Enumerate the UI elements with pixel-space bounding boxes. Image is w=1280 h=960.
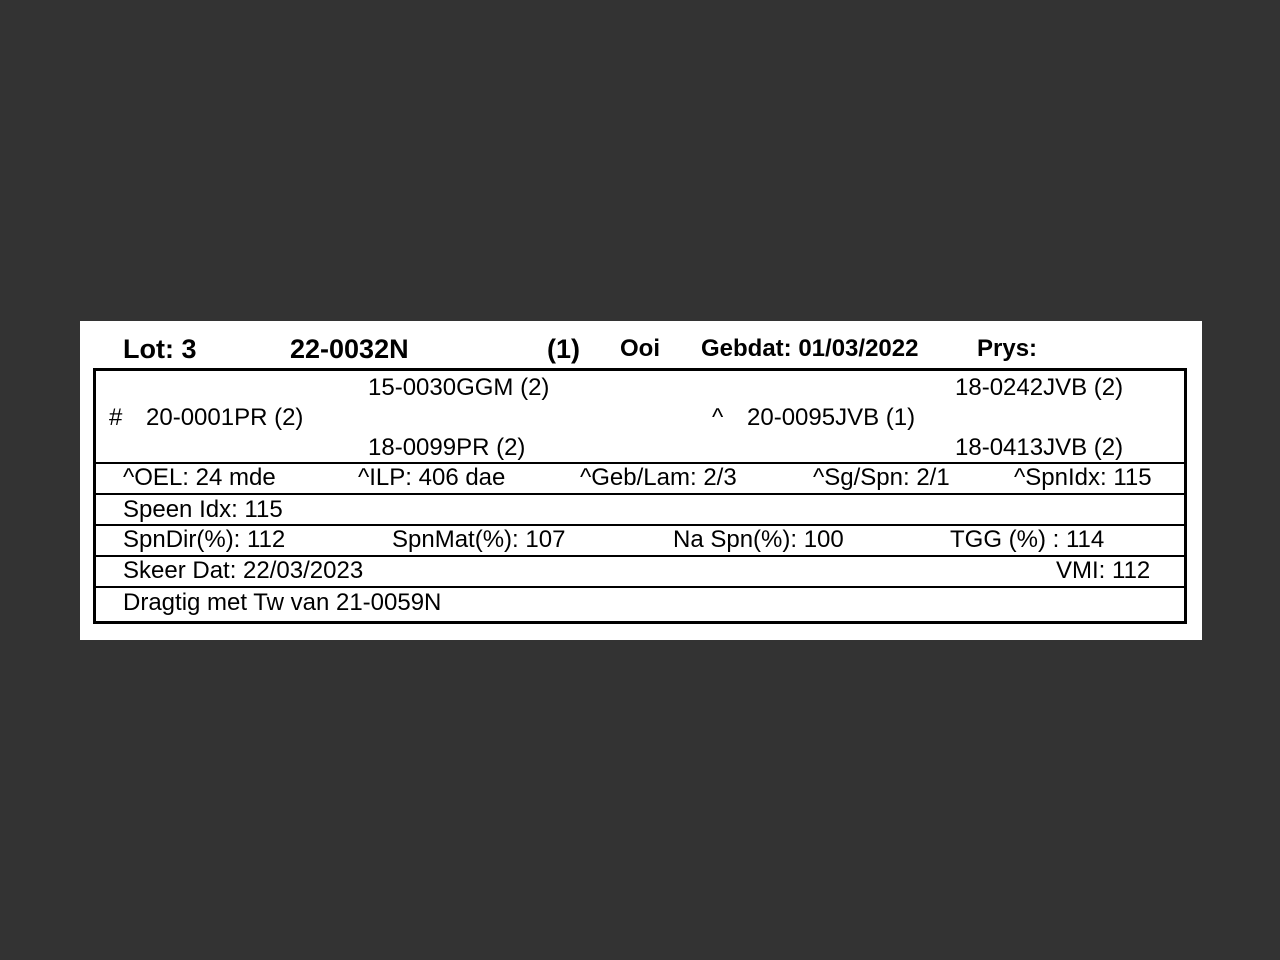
price-label: Prys: [977,335,1038,362]
na-spn-stat: Na Spn(%): 100 [673,526,844,553]
speen-idx-row [96,493,1184,524]
shear-row [96,555,1184,586]
sire-marker: # [109,404,123,431]
lot-card [80,321,1202,640]
sire-sire: 15-0030GGM (2) [368,374,550,401]
sire: 20-0001PR (2) [146,404,304,431]
speen-idx: Speen Idx: 115 [123,496,283,523]
pregnancy-note: Dragtig met Tw van 21-0059N [123,589,442,616]
dam-marker: ^ [712,404,724,431]
ilp-stat: ^ILP: 406 dae [358,464,506,491]
note-row [96,586,1184,621]
details-table [93,368,1187,624]
geb-lam-stat: ^Geb/Lam: 2/3 [580,464,737,491]
oel-stat: ^OEL: 24 mde [123,464,276,491]
spndir-stat: SpnDir(%): 112 [123,526,286,553]
stats-row [96,462,1184,493]
dam-sire: 18-0242JVB (2) [955,374,1124,401]
animal-count: (1) [547,334,580,364]
tgg-stat: TGG (%) : 114 [950,526,1105,553]
animal-sex: Ooi [620,335,660,362]
spnmat-stat: SpnMat(%): 107 [392,526,566,553]
vmi-stat: VMI: 112 [1056,557,1151,584]
animal-id: 22-0032N [290,334,409,364]
skeer-date: Skeer Dat: 22/03/2023 [123,557,364,584]
spnidx-stat: ^SpnIdx: 115 [1014,464,1152,491]
sire-dam: 18-0099PR (2) [368,434,526,461]
percent-row [96,524,1184,555]
dam-dam: 18-0413JVB (2) [955,434,1124,461]
dam: 20-0095JVB (1) [747,404,916,431]
sg-spn-stat: ^Sg/Spn: 2/1 [813,464,950,491]
lot-number: Lot: 3 [123,334,197,364]
birth-date: Gebdat: 01/03/2022 [701,335,919,362]
